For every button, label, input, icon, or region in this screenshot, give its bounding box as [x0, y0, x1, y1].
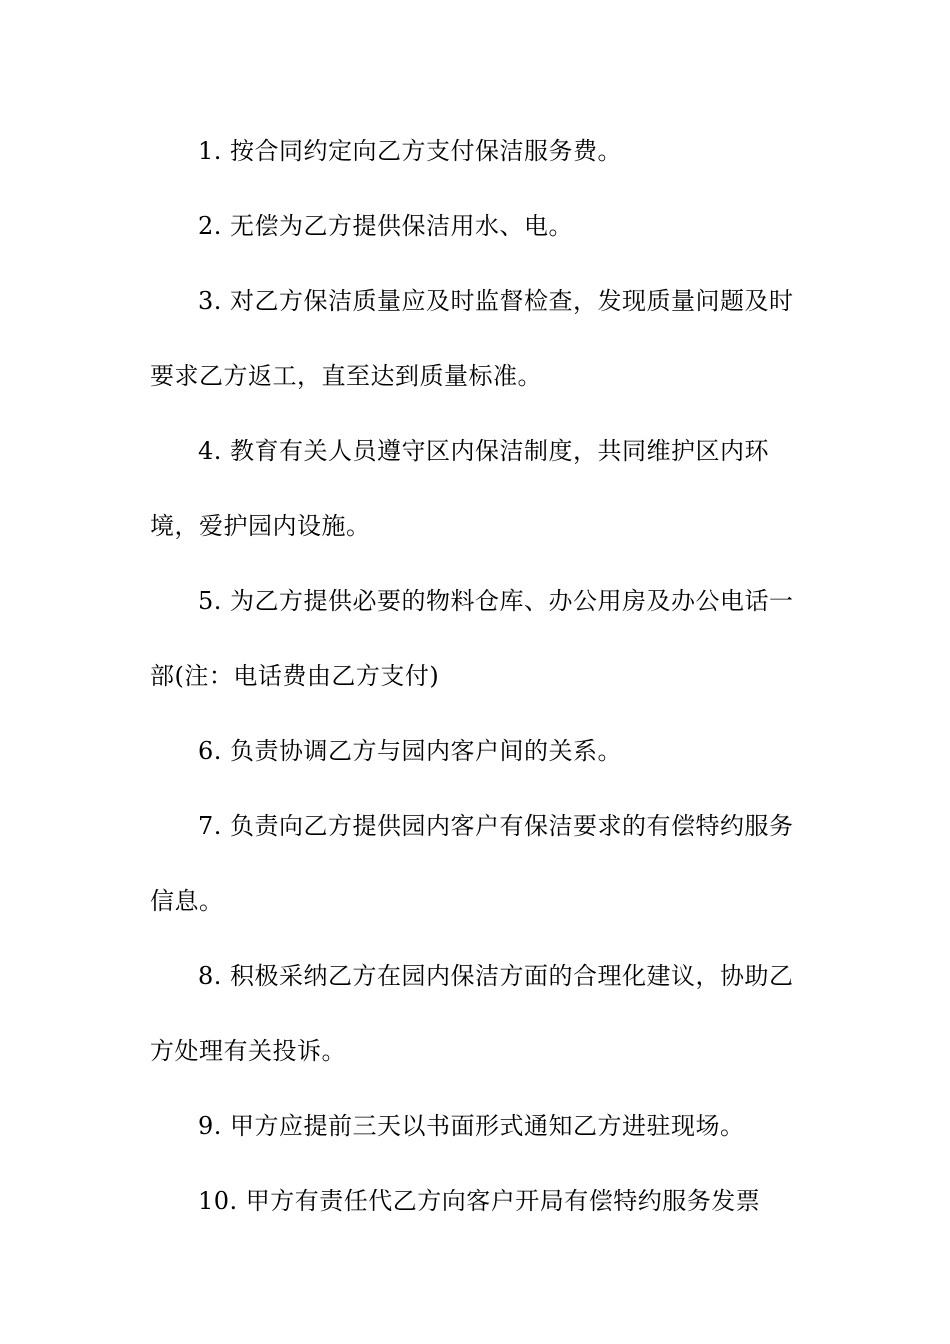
clause-7: 7. 负责向乙方提供园内客户有保洁要求的有偿特约服务信息。 — [150, 812, 794, 915]
clause-4: 4. 教育有关人员遵守区内保洁制度，共同维护区内环境，爱护园内设施。 — [150, 437, 770, 540]
clause-9: 9. 甲方应提前三天以书面形式通知乙方进驻现场。 — [198, 1112, 745, 1140]
clause-8: 8. 积极采纳乙方在园内保洁方面的合理化建议，协助乙方处理有关投诉。 — [150, 962, 794, 1065]
clause-5: 5. 为乙方提供必要的物料仓库、办公用房及办公电话一部(注：电话费由乙方支付) — [150, 587, 794, 690]
clause-6: 6. 负责协调乙方与园内客户间的关系。 — [198, 737, 623, 765]
document-body — [150, 114, 810, 1239]
clause-3: 3. 对乙方保洁质量应及时监督检查，发现质量问题及时要求乙方返工，直至达到质量标准。 — [150, 287, 794, 390]
clause-2: 2. 无偿为乙方提供保洁用水、电。 — [198, 212, 574, 240]
clause-10: 10. 甲方有责任代乙方向客户开局有偿特约服务发票 — [198, 1187, 761, 1215]
clause-1: 1. 按合同约定向乙方支付保洁服务费。 — [198, 137, 623, 165]
